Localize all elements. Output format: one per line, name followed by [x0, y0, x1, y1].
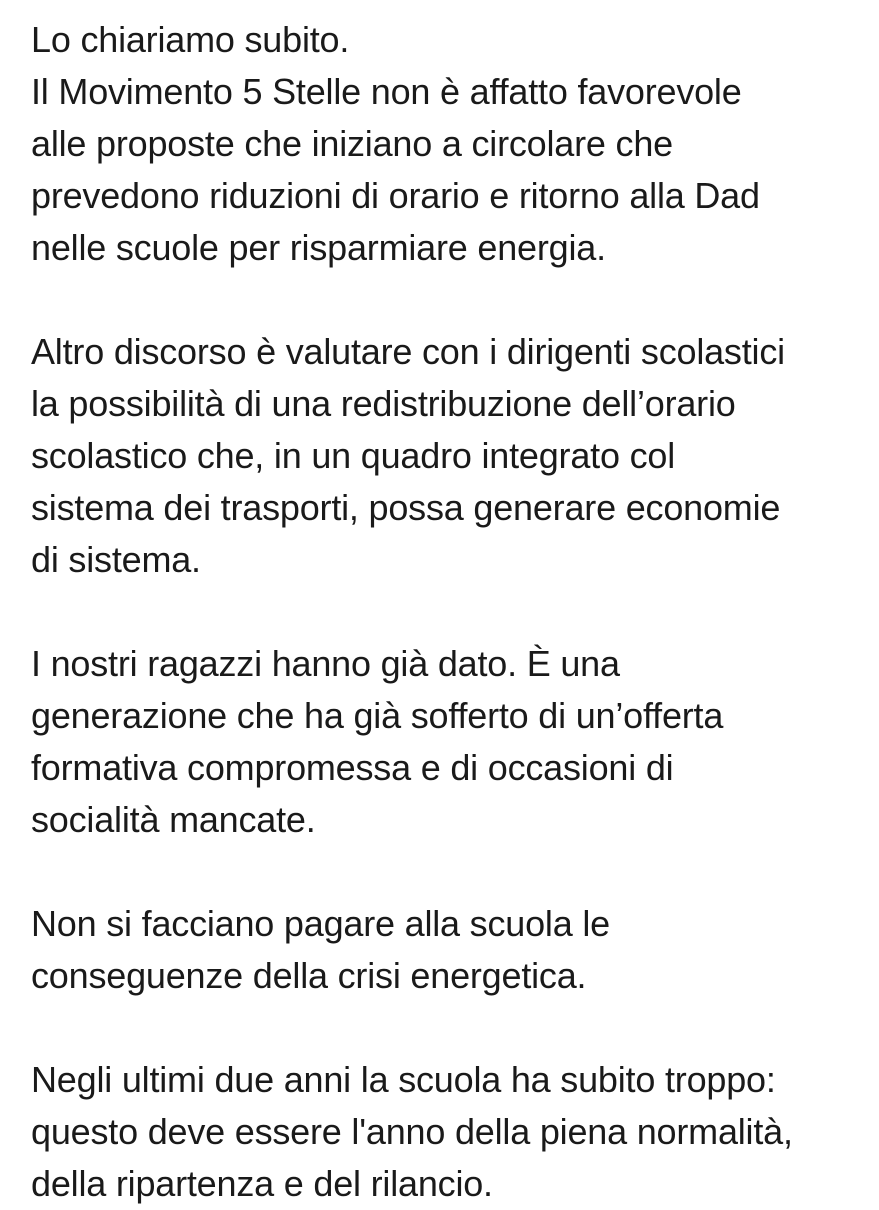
text-line: Negli ultimi due anni la scuola ha subito troppo: [31, 1059, 776, 1100]
paragraph-2 [31, 326, 876, 586]
text-line: Lo chiariamo subito. [31, 19, 350, 60]
text-line: formativa compromessa e di occasioni di [31, 747, 674, 788]
text-line: prevedono riduzioni di orario e ritorno alla Dad [31, 175, 760, 216]
text-line: sistema dei trasporti, possa generare economie [31, 487, 781, 528]
text-line: socialità mancate. [31, 799, 316, 840]
text-line: generazione che ha già sofferto di un’offerta [31, 695, 724, 736]
paragraph-3 [31, 638, 876, 846]
text-line: conseguenze della crisi energetica. [31, 955, 587, 996]
text-line: I nostri ragazzi hanno già dato. È una [31, 643, 620, 684]
paragraph-4 [31, 898, 876, 1002]
text-line: Il Movimento 5 Stelle non è affatto favorevole [31, 71, 742, 112]
text-line: scolastico che, in un quadro integrato col [31, 435, 675, 476]
text-line: la possibilità di una redistribuzione dell’orario [31, 383, 736, 424]
text-line: di sistema. [31, 539, 201, 580]
text-line: alle proposte che iniziano a circolare che [31, 123, 673, 164]
paragraph-1 [31, 14, 876, 274]
text-line: questo deve essere l'anno della piena normalità, [31, 1111, 793, 1152]
paragraph-5 [31, 1054, 876, 1210]
text-line: della ripartenza e del rilancio. [31, 1163, 493, 1204]
text-line: Non si facciano pagare alla scuola le [31, 903, 610, 944]
post-text [31, 14, 876, 1210]
text-line: nelle scuole per risparmiare energia. [31, 227, 606, 268]
text-line: Altro discorso è valutare con i dirigenti scolastici [31, 331, 785, 372]
